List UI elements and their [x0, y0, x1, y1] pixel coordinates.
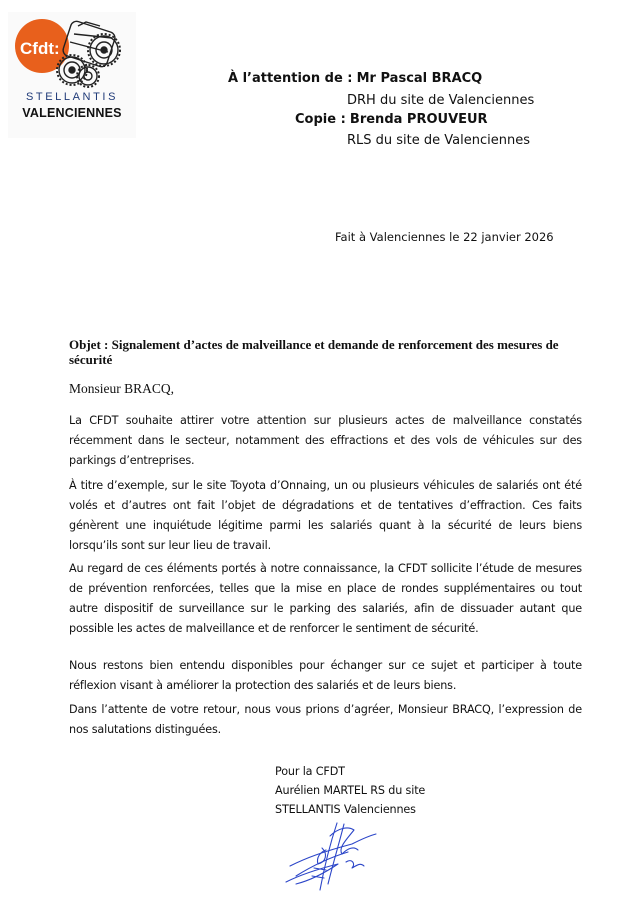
copy-name: Brenda PROUVEUR — [349, 112, 488, 127]
paragraph: Dans l’attente de votre retour, nous vous prions d’agréer, Monsieur BRACQ, l’expression de nos salutations distinguées. — [69, 703, 582, 736]
copy-role: RLS du site de Valenciennes — [347, 133, 530, 148]
attention-role: DRH du site de Valenciennes — [347, 93, 535, 108]
attention-label: À l’attention de : — [228, 71, 353, 86]
attention-line — [228, 71, 482, 86]
logo-site-name: VALENCIENNES — [22, 106, 122, 120]
handwritten-signature — [282, 818, 382, 898]
paragraph: Nous restons bien entendu disponibles pour échanger sur ce sujet et participer à toute réflexion visant à améliorer la protection des salariés et de leurs biens. — [69, 659, 582, 692]
salutation: Monsieur BRACQ, — [69, 381, 175, 396]
paragraph: La CFDT souhaite attirer votre attention sur plusieurs actes de malveillance constatés récemment dans le secteur, notamment des effractions et des vols de véhicules sur des parkings d’entreprises. — [69, 414, 582, 467]
cfdt-badge-text: Cfdt: — [20, 39, 60, 58]
union-logo — [8, 12, 136, 138]
logo-company-name: STELLANTIS — [25, 91, 119, 103]
attention-name: Mr Pascal BRACQ — [356, 71, 483, 86]
copy-line — [295, 112, 488, 127]
subject-line: Objet : Signalement d’actes de malveillance et demande de renforcement des mesures de sécurité — [69, 337, 559, 367]
signature-block — [275, 762, 425, 819]
signature-line-2: Aurélien MARTEL RS du site — [275, 784, 426, 797]
date-line: Fait à Valenciennes le 22 janvier 2026 — [335, 230, 554, 244]
copy-label: Copie : — [295, 112, 346, 127]
signature-line-3: STELLANTIS Valenciennes — [275, 803, 416, 816]
paragraph: Au regard de ces éléments portés à notre connaissance, la CFDT sollicite l’étude de mesures de prévention renforcées, telles que la mise en place de rondes supplémentaires ou tout autre dispositif de surveillance sur le parking des salariés, afin de dissuader autant que possible les actes de malveillance et de renforcer le sentiment de sécurité. — [69, 562, 582, 635]
signature-line-1: Pour la CFDT — [275, 765, 345, 778]
paragraph: À titre d’exemple, sur le site Toyota d’Onnaing, un ou plusieurs véhicules de salariés ont été volés et d’autres ont fait l’objet de dégradations et de tentatives d’effraction. Ces faits génèrent une inquiétude légitime parmi les salariés quant à la sécurité de leurs biens lorsqu’ils sont sur leur lieu de travail. — [69, 479, 582, 552]
gearbox-icon — [8, 12, 136, 92]
